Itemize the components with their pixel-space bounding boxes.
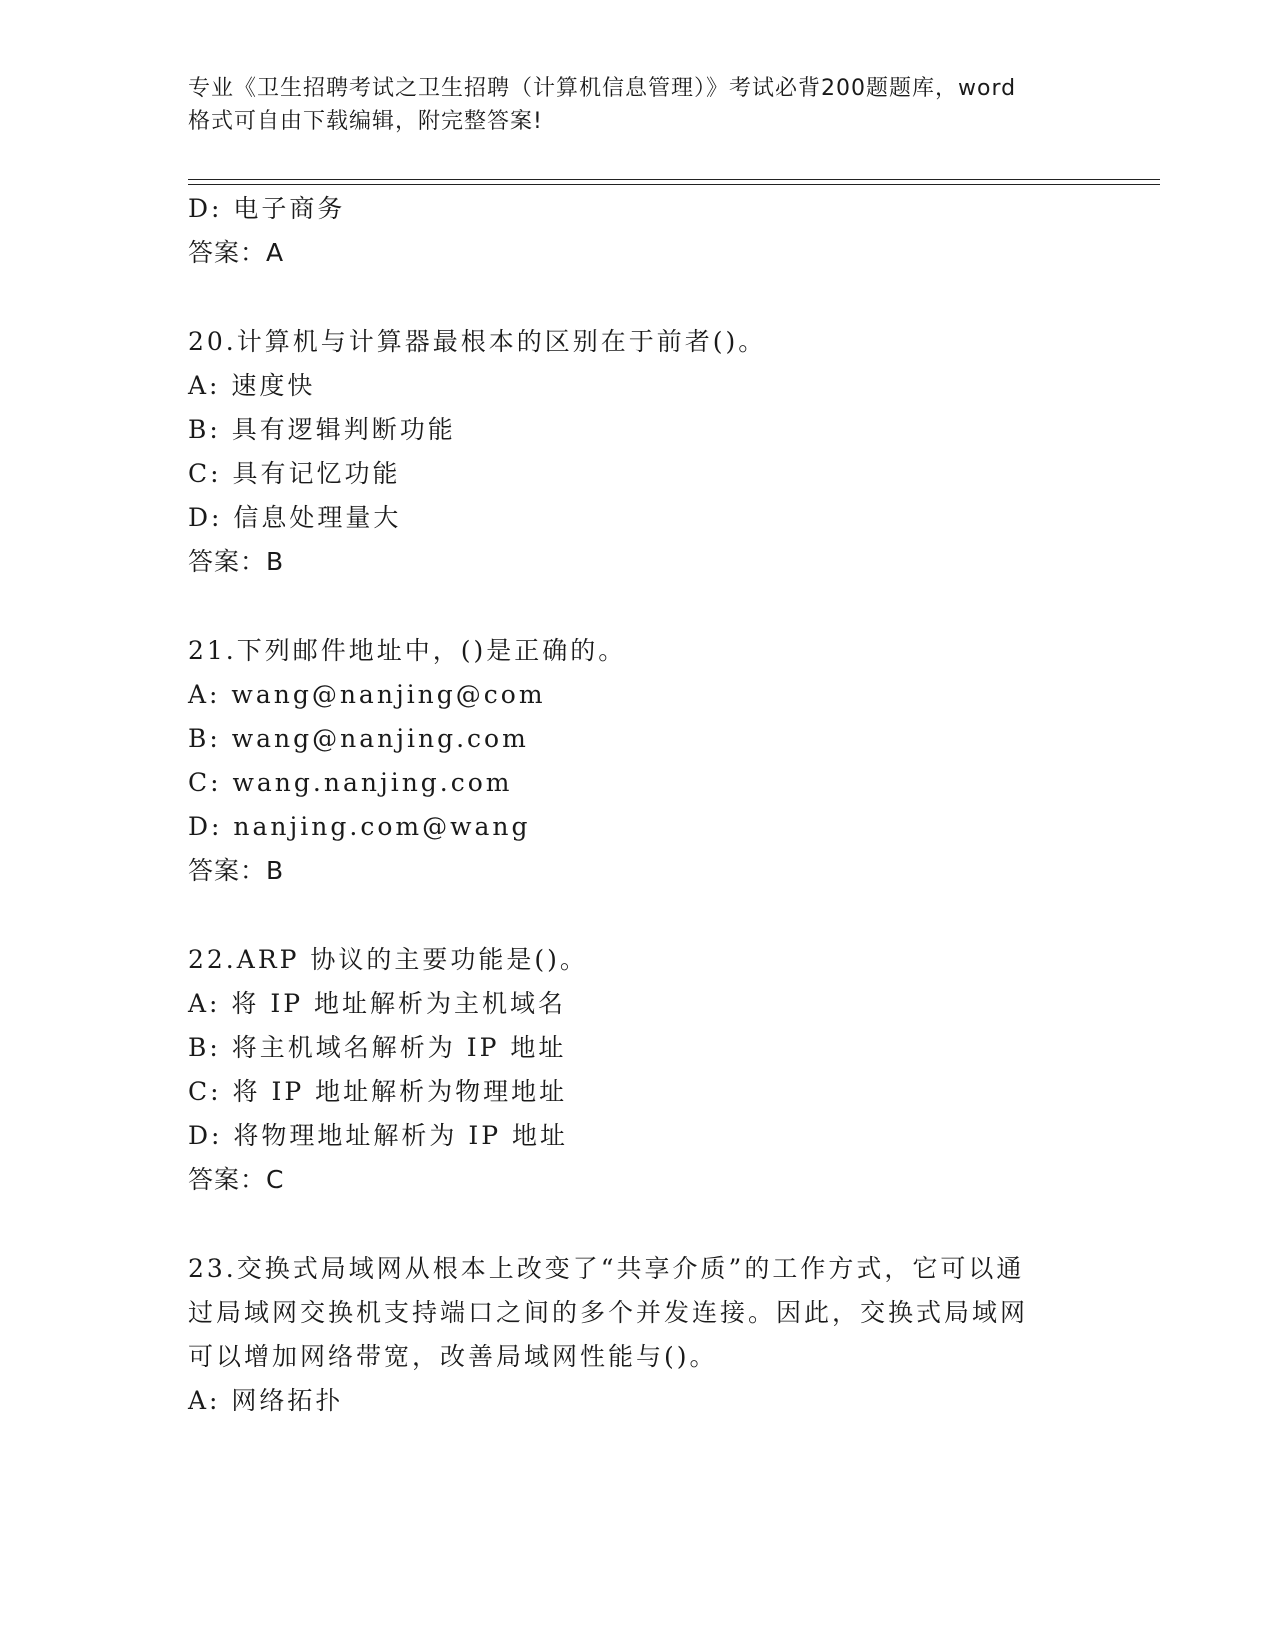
question-21-answer: 答案：B [188, 856, 285, 885]
question-21-option-c: C: wang.nanjing.com [188, 768, 513, 797]
option-d-prev: D: 电子商务 [188, 194, 346, 223]
question-20-option-d: D: 信息处理量大 [188, 503, 402, 532]
question-22-option-d: D: 将物理地址解析为 IP 地址 [188, 1121, 569, 1150]
question-22-answer: 答案：C [188, 1165, 285, 1194]
question-21-stem: 21.下列邮件地址中，()是正确的。 [188, 636, 627, 665]
question-23-stem-line-3: 可以增加网络带宽，改善局域网性能与()。 [188, 1342, 718, 1371]
question-20-option-c: C: 具有记忆功能 [188, 459, 401, 488]
question-21-option-d: D: nanjing.com@wang [188, 812, 531, 841]
question-21-option-b: B: wang@nanjing.com [188, 724, 529, 753]
question-23-option-a: A: 网络拓扑 [188, 1386, 344, 1415]
question-22-stem: 22.ARP 协议的主要功能是()。 [188, 945, 588, 974]
question-23-stem-line-1: 23.交换式局域网从根本上改变了“共享介质”的工作方式，它可以通 [188, 1254, 1025, 1283]
question-20-option-b: B: 具有逻辑判断功能 [188, 415, 456, 444]
header-divider-bottom [188, 184, 1160, 185]
question-20-stem: 20.计算机与计算器最根本的区别在于前者()。 [188, 327, 767, 356]
question-22-option-b: B: 将主机域名解析为 IP 地址 [188, 1033, 567, 1062]
answer-prev: 答案：A [188, 238, 285, 267]
question-23-stem-line-2: 过局域网交换机支持端口之间的多个并发连接。因此，交换式局域网 [188, 1298, 1029, 1327]
question-20-answer: 答案：B [188, 547, 285, 576]
document-header [188, 72, 1088, 138]
question-22-option-c: C: 将 IP 地址解析为物理地址 [188, 1077, 568, 1106]
question-21-option-a: A: wang@nanjing@com [188, 680, 546, 709]
header-divider-top [188, 179, 1160, 180]
header-line-2: 格式可自由下载编辑，附完整答案! [188, 109, 543, 134]
question-22-option-a: A: 将 IP 地址解析为主机域名 [188, 989, 567, 1018]
header-line-1: 专业《卫生招聘考试之卫生招聘（计算机信息管理）》考试必背200题题库，word [188, 76, 1017, 101]
question-20-option-a: A: 速度快 [188, 371, 316, 400]
